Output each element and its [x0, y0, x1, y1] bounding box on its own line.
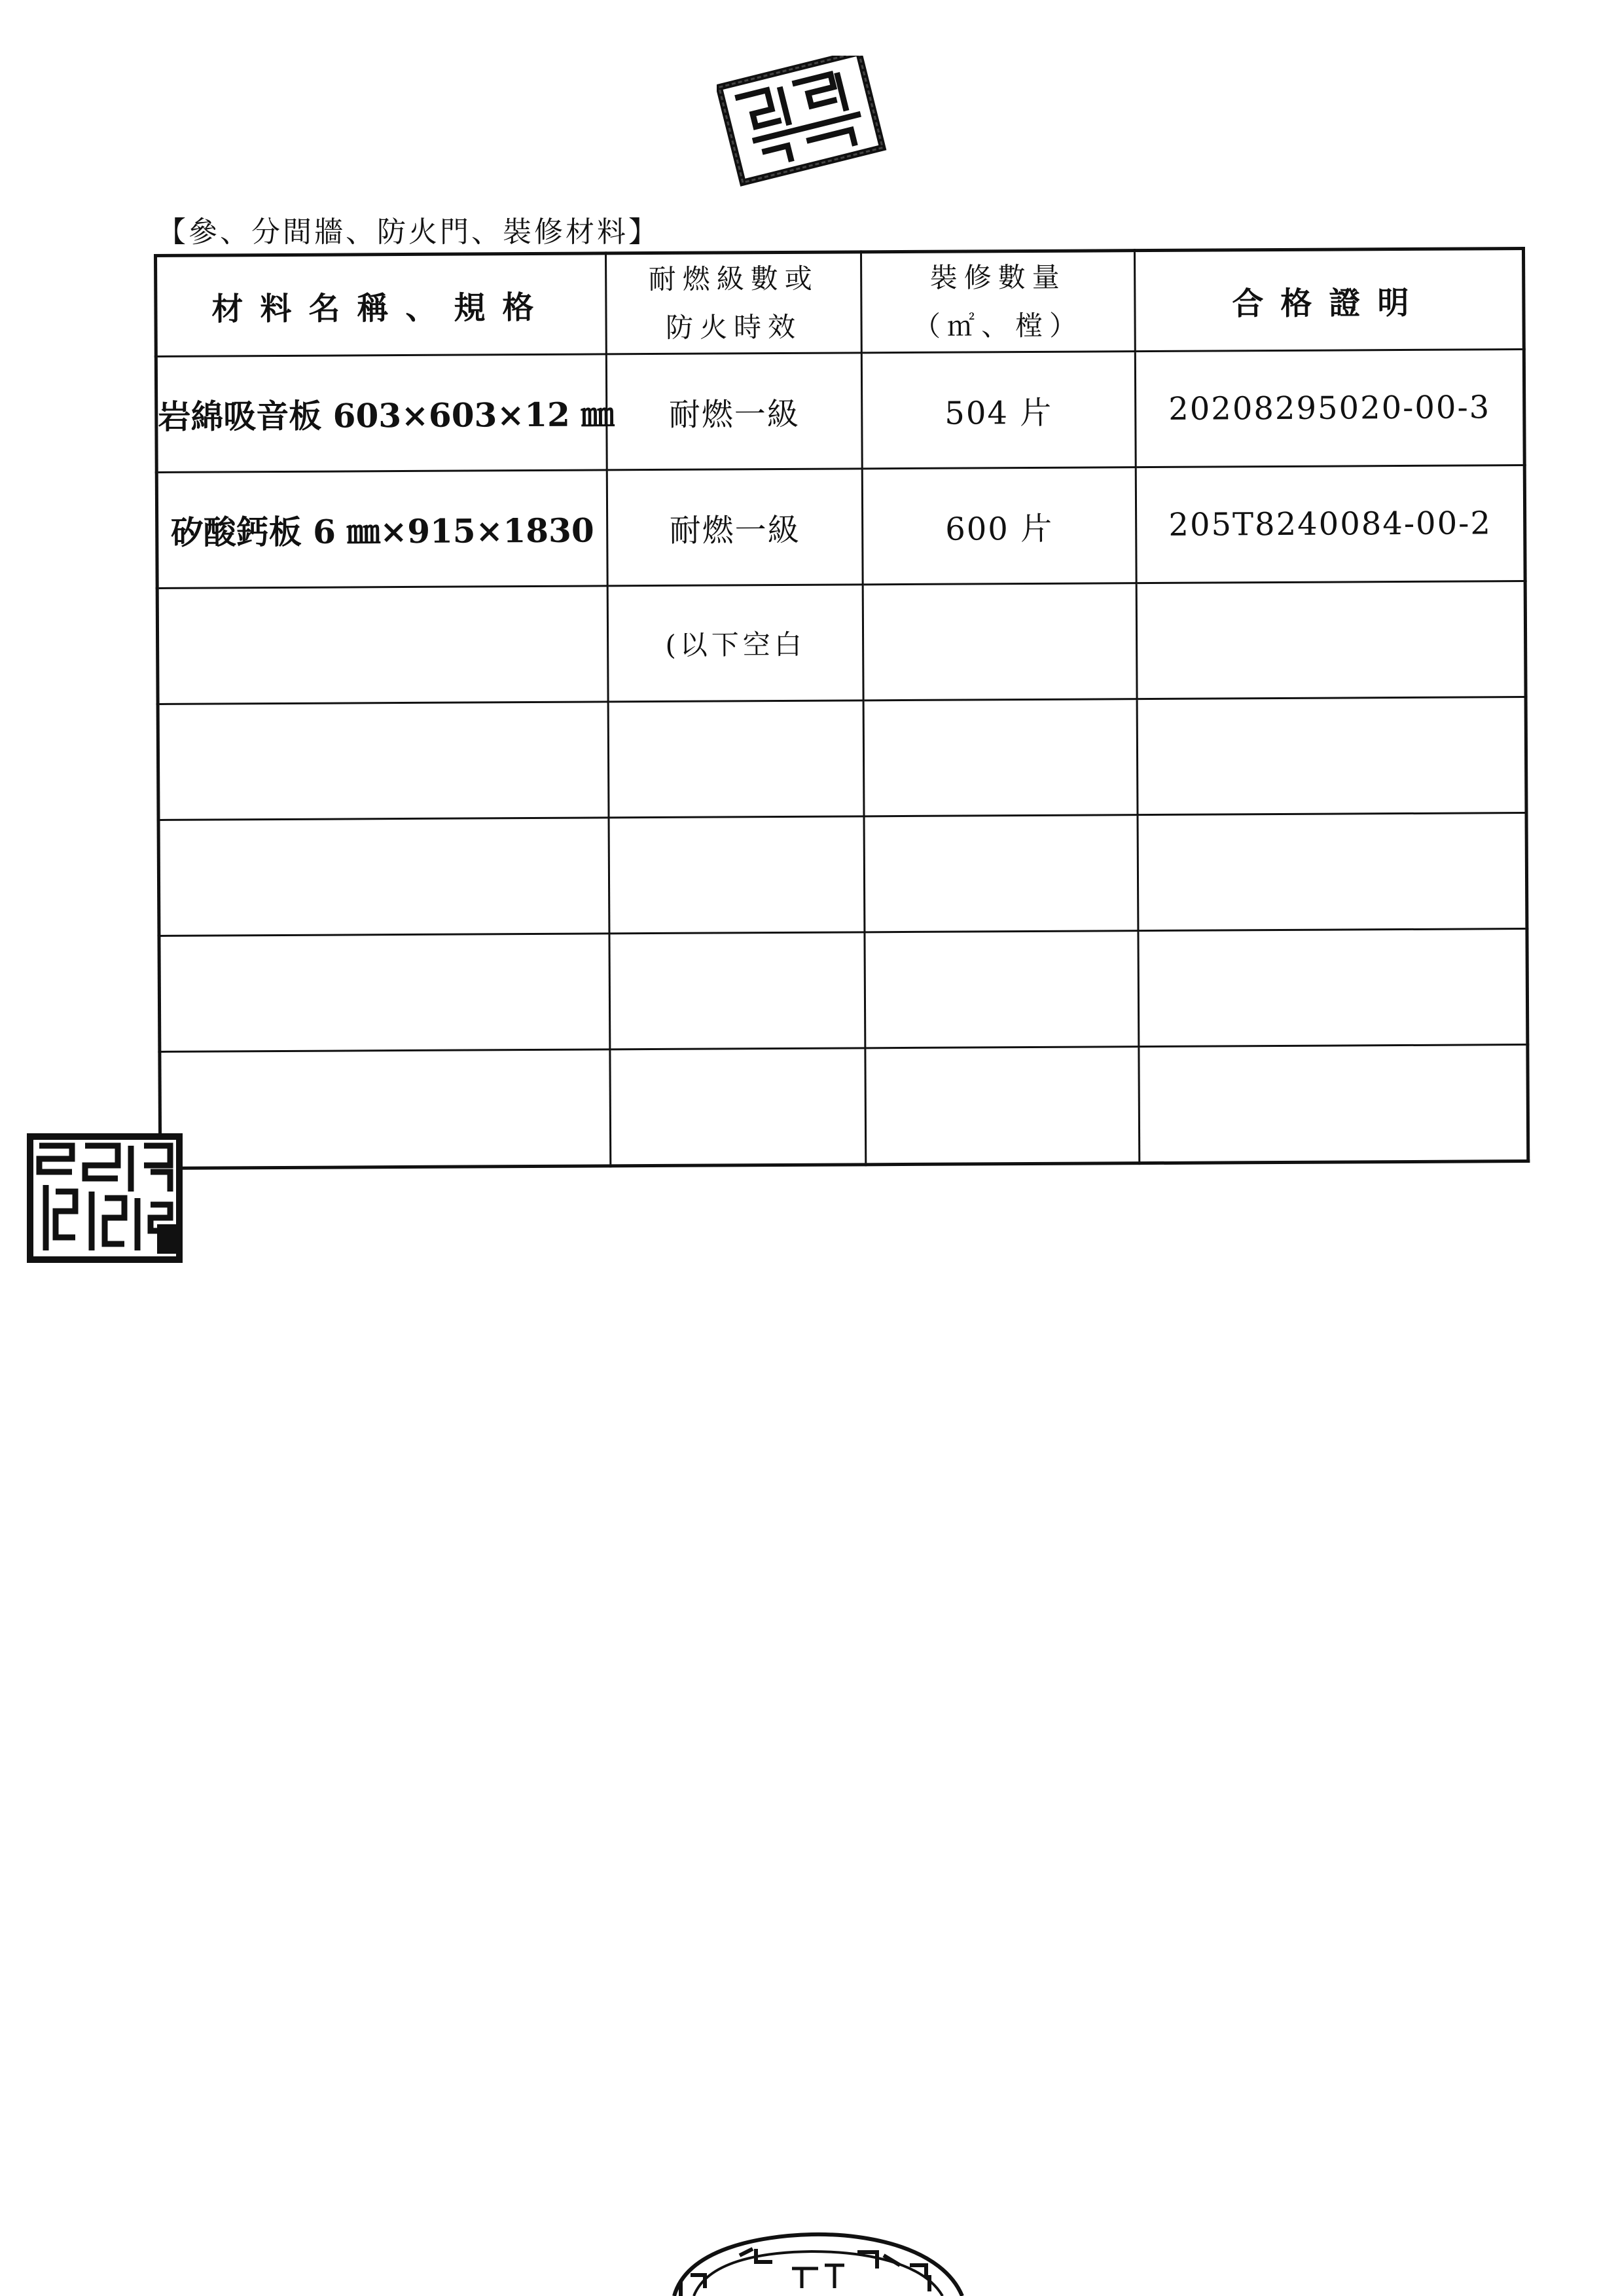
table-row: [158, 697, 1526, 820]
table-row: [158, 813, 1527, 936]
cell-fire-rating: [609, 816, 865, 934]
cell-certificate: [1139, 1045, 1528, 1163]
materials-table: [154, 247, 1530, 1170]
cell-quantity: [865, 1047, 1140, 1165]
top-seal-stamp: [717, 56, 893, 187]
cell-certificate: 205T8240084-00-2: [1136, 465, 1525, 583]
cell-fire-rating: 耐燃一級: [607, 469, 863, 586]
seal-stamp-icon: [717, 56, 893, 187]
cell-fire-rating: (以下空白: [607, 585, 863, 702]
cell-fire-rating: [609, 932, 865, 1049]
cell-material-name: [158, 818, 609, 936]
cell-material-name: [157, 586, 608, 704]
cell-certificate: [1138, 929, 1528, 1047]
left-seal-stamp: [26, 1133, 183, 1264]
header-certificate: 合格證明: [1134, 249, 1524, 352]
seal-stamp-icon: [26, 1133, 183, 1264]
table-row: [156, 350, 1524, 473]
header-material-name: 材料名稱、規格: [156, 253, 607, 357]
cell-quantity: 600 片: [862, 467, 1136, 585]
table-row: [159, 929, 1528, 1052]
cell-certificate: [1138, 813, 1527, 931]
cell-quantity: [863, 583, 1137, 701]
cell-fire-rating: [608, 701, 864, 818]
cell-certificate: [1136, 581, 1526, 699]
table-row: [156, 465, 1525, 589]
cell-material-name: 岩綿吸音板 603×603×12 ㎜: [156, 354, 607, 473]
cell-material-name: 矽酸鈣板 6 ㎜×915×1830: [156, 470, 607, 589]
cell-fire-rating: 耐燃一級: [606, 353, 862, 470]
cell-material-name: [159, 934, 610, 1052]
table-row: [160, 1045, 1528, 1169]
header-fire-rating: 耐燃級數或 防火時效: [606, 252, 862, 354]
cell-material-name: [160, 1049, 611, 1169]
cell-quantity: [864, 815, 1138, 932]
section-title: 【參、分間牆、防火門、裝修材料】: [157, 215, 660, 249]
table-header-row: [156, 249, 1524, 357]
cell-material-name: [158, 702, 609, 820]
table-row: [157, 581, 1526, 704]
cell-quantity: [865, 931, 1139, 1048]
cell-quantity: 504 片: [861, 352, 1136, 469]
bottom-seal-stamp: [661, 2229, 975, 2296]
cell-quantity: [863, 699, 1138, 816]
cell-certificate: 20208295020-00-3: [1135, 350, 1524, 467]
cell-certificate: [1137, 697, 1526, 815]
header-quantity: 裝修數量 （㎡、樘）: [861, 251, 1135, 353]
cell-fire-rating: [610, 1048, 866, 1166]
seal-stamp-icon: [661, 2229, 975, 2296]
